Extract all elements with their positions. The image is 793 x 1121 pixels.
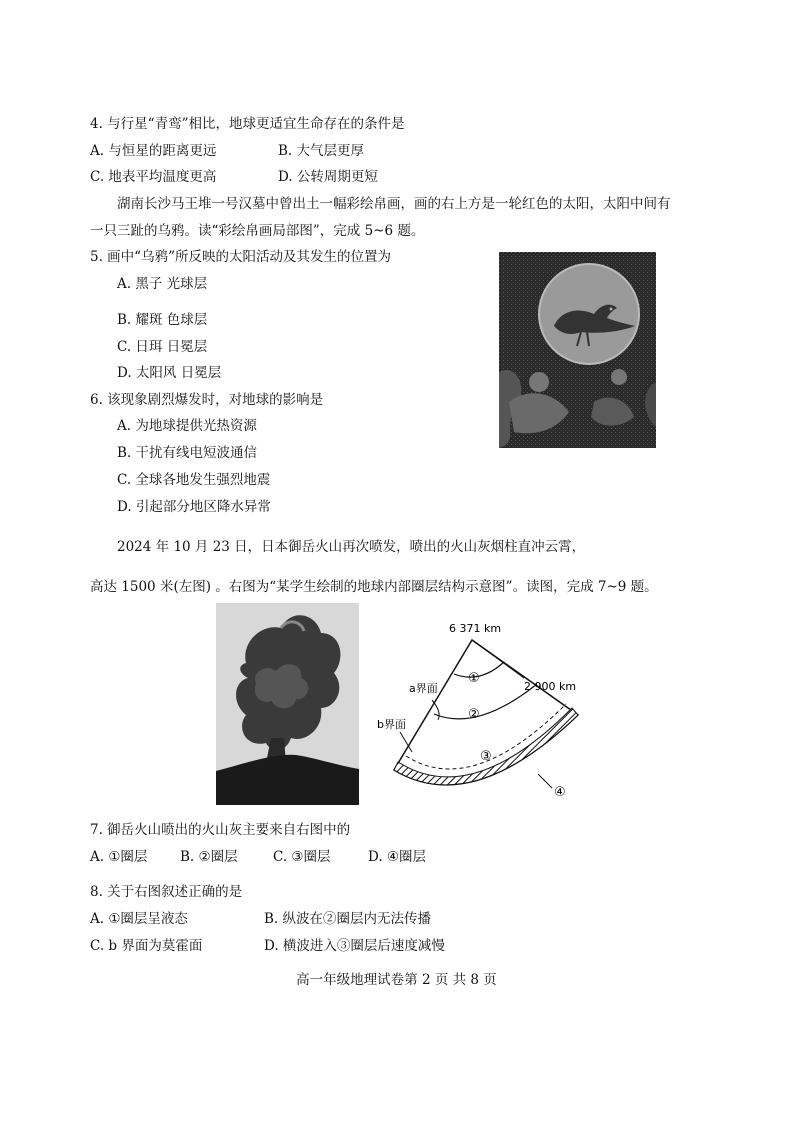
q8-option-d: D. 横波进入③圈层后速度减慢 bbox=[264, 938, 445, 954]
q4-option-a: A. 与恒星的距离更远 bbox=[90, 143, 217, 159]
radius-label: 6 371 km bbox=[449, 622, 502, 635]
layer3-label: ③ bbox=[480, 749, 492, 764]
q7-option-d: D. ④圈层 bbox=[368, 849, 427, 865]
q4-stem: 4. 与行星“青鸾”相比，地球更适宜生命存在的条件是 bbox=[90, 116, 405, 132]
passage2-line2: 高达 1500 米(左图) 。右图为“某学生绘制的地球内部圈层结构示意图”。读图，完成 7~9 题。 bbox=[90, 579, 658, 595]
q5-option-d: D. 太阳风 日冕层 bbox=[117, 365, 222, 381]
layer4-label: ④ bbox=[554, 785, 566, 800]
passage1-line2: 一只三趾的乌鸦。读“彩绘帛画局部图”，完成 5~6 题。 bbox=[90, 223, 425, 239]
page-footer: 高一年级地理试卷第 2 页 共 8 页 bbox=[296, 972, 497, 988]
q8-option-b: B. 纵波在②圈层内无法传播 bbox=[264, 911, 432, 927]
q8-option-a: A. ①圈层呈液态 bbox=[90, 911, 188, 927]
earth-layers-diagram bbox=[372, 612, 587, 806]
passage2-line1: 2024 年 10 月 23 日，日本御岳火山再次喷发，喷出的火山灰烟柱直冲云霄， bbox=[117, 539, 586, 555]
q5-option-b: B. 耀斑 色球层 bbox=[117, 312, 208, 328]
passage1-line1: 湖南长沙马王堆一号汉墓中曾出土一幅彩绘帛画，画的右上方是一轮红色的太阳，太阳中间有 bbox=[117, 196, 671, 212]
q8-option-c: C. b 界面为莫霍面 bbox=[90, 938, 203, 954]
q7-option-c: C. ③圈层 bbox=[273, 849, 331, 865]
depth-label: 2 900 km bbox=[524, 680, 577, 693]
q5-option-c: C. 日珥 日冕层 bbox=[117, 339, 208, 355]
q4-option-d: D. 公转周期更短 bbox=[278, 169, 378, 185]
q4-option-b: B. 大气层更厚 bbox=[278, 143, 365, 159]
volcano-photo-svg bbox=[216, 603, 359, 805]
earth-layers-svg bbox=[372, 612, 587, 806]
q7-option-a: A. ①圈层 bbox=[90, 849, 148, 865]
q6-option-a: A. 为地球提供光热资源 bbox=[117, 418, 257, 434]
q8-stem: 8. 关于右图叙述正确的是 bbox=[90, 884, 243, 900]
q6-option-c: C. 全球各地发生强烈地震 bbox=[117, 472, 271, 488]
q4-option-c: C. 地表平均温度更高 bbox=[90, 169, 217, 185]
q7-stem: 7. 御岳火山喷出的火山灰主要来自右图中的 bbox=[90, 822, 351, 838]
q7-option-b: B. ②圈层 bbox=[180, 849, 238, 865]
q6-option-b: B. 干扰有线电短波通信 bbox=[117, 445, 258, 461]
b-interface-label: b界面 bbox=[377, 718, 406, 731]
volcano-photo bbox=[216, 603, 359, 805]
q5-option-a: A. 黑子 光球层 bbox=[117, 276, 208, 292]
q6-stem: 6. 该现象剧烈爆发时，对地球的影响是 bbox=[90, 392, 324, 408]
a-interface-label: a界面 bbox=[409, 682, 438, 695]
layer2-label: ② bbox=[468, 707, 480, 722]
layer1-label: ① bbox=[468, 671, 480, 686]
silk-painting-svg bbox=[499, 252, 656, 448]
q6-option-d: D. 引起部分地区降水异常 bbox=[117, 499, 271, 515]
layer4-pointer bbox=[538, 774, 552, 788]
silk-painting-image bbox=[499, 252, 656, 448]
q5-stem: 5. 画中“乌鸦”所反映的太阳活动及其发生的位置为 bbox=[90, 249, 391, 265]
